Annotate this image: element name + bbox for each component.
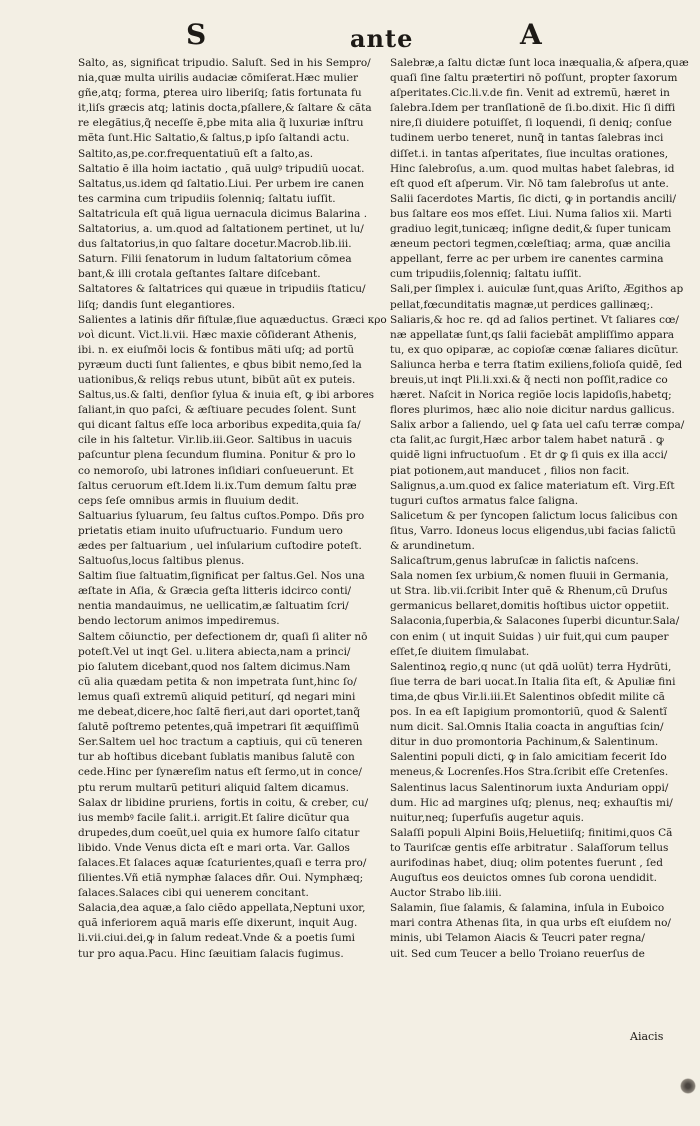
text-line: ius membꝰ facile ſalit.i. arrigit.Et ſalire dicũtur qua [78,811,350,824]
text-line: poteſt.Vel ut inqt Gel. u.litera abiecta,nam a princi/ [78,645,351,658]
text-line: me debeat,dicere,hoc ſaltẽ fieri,aut dari oportet,tanq̃ [78,706,361,719]
text-line: Salicetum & per ſyncopen ſalictum locus ſalicibus con [390,509,678,522]
text-line: Salaconia,ſuperbia,& Salacones ſuperbi dicuntur.Sala/ [390,615,680,628]
text-line: Salax dr libidine pruriens, fortis in coitu, & creber, cu/ [78,796,369,809]
text-line: bant,& illi crotala geſtantes ſaltare diſcebant. [78,268,321,281]
text-line: flores plurimos, hæc alio noie dicitur nardus gallicus. [390,404,675,417]
text-line: Sala nomen ſex urbium,& nomen fluuii in Germania, [390,570,669,583]
header-letter-left: S [186,18,207,51]
text-line: Saturn. Filii ſenatorum in ludum ſaltatorium cōmea [78,253,352,266]
text-line: appellant, ferre ac per urbem ire canentes carmina [390,253,664,266]
text-line: Salentini populi dicti, ꝙ in ſalo amicitiam fecerit Ido [390,751,667,764]
text-line: ſalutẽ poſtremo petentes,quã impetrari ſit æquiſſimũ [78,721,360,734]
left-column [78,56,388,1056]
running-header [0,18,700,58]
text-line: tur ab hoſtibus dicebant ſublatis manibus ſalutẽ con [78,751,355,764]
text-line: Saltatio ẽ illa hoim iactatio , quã uulgꝰ tripudiũ uocat. [78,162,365,175]
text-line: Saliunca herba e terra ſtatim exiliens,folioſa quidẽ, ſed [390,358,683,371]
text-line: Salamin, ſiue ſalamis, & ſalamina, inſula in Euboico [390,902,665,915]
text-line: Saliaris,& hoc re. qd ad ſalios pertinet. Vt ſaliares cœ/ [390,313,679,326]
text-line: æneum pectori tegmen,cœleſtiaq; arma, quæ ancilia [390,238,671,251]
text-line: æſtate in Aſia, & Græcia geſta litteris idcirco conti/ [78,585,352,598]
text-line: Saltito,as,pe.cor.frequentatiuũ eſt a ſalto,as. [78,147,314,160]
text-line: Auguſtus eos deuictos omnes ſub corona uendidit. [390,872,657,885]
text-line: nire,ſi diuidere potuiſſet, ſi loquendi, ſi deniq; conſue [390,117,672,130]
text-line: meneus,& Locrenſes.Hos Stra.ſcribit eſſe Cretenſes. [390,766,669,779]
text-line: liſq; dandis ſunt elegantiores. [78,298,236,311]
text-line: Saltem cōiunctio, per defectionem dr, quaſi ſi aliter nō [78,630,368,643]
text-line: gñe,atq; forma, ꝑterea uiro liberiſq; ſatis fortunata fu [78,87,362,100]
text-line: tur pro aqua.Pacu. Hinc ſæuitiam ſalacis fugimus. [78,947,344,960]
text-line: dus ſaltatorius,in quo ſaltare docetur.Macrob.lib.iii. [78,238,352,251]
text-line: lemus quaſi extremũ aliquid petiturí, qd negari mini [78,690,356,703]
text-line: cile in his ſaltetur. Vir.lib.iii.Geor. Saltibus in uacuis [78,434,352,447]
text-line: tima,de qbus Vir.li.iii.Et Salentinos obſedit milite cã [390,690,665,703]
text-line: ſalaces.Et ſalaces aquæ ſcaturientes,quaſi e terra pro/ [78,856,367,869]
text-line: ſalaces.Salaces cibi qui uenerem concitant. [78,887,309,900]
text-line: co nemoroſo, ubi latrones inſidiari conſueuerunt. Et [78,464,354,477]
text-line: it,liſs græcis atq; latinis docta,pſallere,& ſaltare & cãta [78,102,372,115]
text-line: νοὶ dicunt. Vict.li.vii. Hæc maxie cōſiderant Athenis, [78,328,357,341]
text-line: Sali,per ſimplex i. auiculæ ſunt,quas Ariſto, Ægithos ap [390,283,684,296]
text-line: ſitus, Varro. Idoneus locus eligendus,ubi facias ſalictũ [390,524,676,537]
text-line: uit. Sed cum Teucer a bello Troiano reuerſus de [390,947,645,960]
text-line: re elegãtius,q̃ neceſſe ẽ,pbe mita alia q̃ luxuriæ inſtru [78,117,364,130]
text-line: Saltuoſus,locus ſaltibus plenus. [78,555,245,568]
text-line: libido. Vnde Venus dicta eſt e mari orta. Var. Gallos [78,841,350,854]
text-line: pos. In ea eſt Iapigium promontoriũ, quod & Salentĩ [390,706,667,719]
text-line: aſperitates.Cic.li.v.de fin. Venit ad extremũ, hæret in [390,87,670,100]
text-line: drupedes,dum coeũt,uel quia ex humore ſalſo citatur [78,826,360,839]
text-line: uationibus,& reliqs rebus utunt, bibũt aũt ex puteis. [78,373,356,386]
text-line: Saltatus,us.idem qd ſaltatio.Liui. Per urbem ire canen [78,177,365,190]
text-line: num dicit. Sal.Omnis Italia coacta in anguſtias ſcin/ [390,721,664,734]
text-line: næ appellatæ ſunt,qs ſalii faciebãt ampliſſimo appara [390,328,675,341]
text-line: Saltatores & ſaltatrices qui quæue in tripudiis ſtaticu/ [78,283,366,296]
text-line: dum. Hic ad margines uſq; plenus, neq; exhauſtis mi/ [390,796,673,809]
header-letter-right: A [520,18,542,51]
text-line: diſſet.i. in tantas aſperitates, ſiue incultas orationes, [390,147,669,160]
text-line: cede.Hinc per ſynæreſim natus eſt ſermo,ut in conce/ [78,766,362,779]
text-line: Salientes a latinis dñr fiſtulæ,ſiue aquæductus. Græci κρο [78,313,387,326]
text-line: ædes per ſaltuarium , uel inſularium cuſtodire poteſt. [78,540,362,552]
text-line: tes carmina cum tripudiis ſolenniq; ſaltatu iuſſit. [78,192,336,205]
text-line: tudinem uerbo teneret, nunq̃ in tantas ſalebras inci [390,132,664,145]
text-line: Auctor Strabo lib.iiii. [390,887,502,900]
text-line: ptu rerum multarũ petituri aliquid ſaltem dicamus. [78,781,350,794]
text-line: quã inferiorem aquã maris eſſe dixerunt, inquit Aug. [78,917,358,930]
text-line: Saltim ſiue ſaltuatim,ſignificat per ſaltus.Gel. Nos una [78,570,365,583]
text-line: cum tripudiis,ſolenniq; ſaltatu iuſſit. [390,268,582,281]
text-line: Salaſſi populi Alpini Boiis,Heluetiiſq; finitimi,quos Cã [390,826,673,839]
text-line: Salix arbor a ſaliendo, uel ꝙ ſata uel caſu terræ compa/ [390,419,685,432]
text-line: mẽta ſunt.Hic Saltatio,& ſaltus,p ipſo ſaltandi actu. [78,132,350,145]
text-line: eſt quod eſt aſperum. Vir. Nō tam ſalebroſus ut ante. [390,177,669,190]
text-line: Hinc ſalebroſus, a.um. quod multas habet ſalebras, id [390,162,675,175]
text-line: quidẽ ligni infructuoſum . Et dr ꝙ ſi quis ex illa acci/ [390,449,668,462]
text-line: ſilientes.Vñ etiã nymphæ ſalaces dñr. Oui. Nymphæq; [78,872,364,885]
text-line: ut Stra. lib.vii.ſcribit Inter quẽ & Rhenum,cũ Druſus [390,585,668,598]
text-line: nuitur,neq; ſuperfuſis augetur aquis. [390,811,584,824]
text-line: quaſi ſine ſaltu prætertiri nō poſſunt, propter ſaxorum [390,72,678,85]
text-line: Salicaſtrum,genus labruſcæ in ſalictis naſcens. [390,555,639,568]
text-line: ditur in duo promontoria Pachinum,& Salentinum. [390,736,659,749]
text-line: Saltatricula eſt quã ligua uernacula dicimus Balarina . [78,207,368,220]
text-line: bendo lectorum animos impediremus. [78,615,280,628]
text-line: gradiuo legit,tunicæq; inſigne dedit,& ſuper tunicam [390,223,671,236]
text-line: cũ alia quædam petita & non impetrata ſunt,hinc ſo/ [78,675,357,688]
text-line: Saltatorius, a. um.quod ad ſaltationem pertinet, ut lu/ [78,223,364,236]
text-line: Ser.Saltem uel hoc tractum a captiuis, qui cũ teneren [78,736,363,749]
text-line: germanicus bellaret,domitis hoſtibus uictor oppetiit. [390,600,670,613]
text-line: mari contra Athenas ſita, in qua urbs eſt eiuſdem no/ [390,917,671,930]
text-line: li.vii.ciui.dei,ꝙ in ſalum redeat.Vnde & a poetis ſumi [78,932,356,945]
text-line: Salebræ,a ſaltu dictæ ſunt loca inæqualia,& aſpera,quæ [390,57,689,69]
text-line: Saltuarius ſyluarum, ſeu ſaltus cuſtos.Pompo. Dñs pro [78,509,365,522]
catchword: Aiacis [630,1030,664,1043]
text-line: pyræum ducti ſunt ſalientes, e qbus bibit nemo,ſed la [78,358,362,371]
text-line: Salentinus lacus Salentinorum iuxta Anduriam oppi/ [390,781,669,794]
text-line: ibi. n. ex eiuſmōi locis & fontibus mãti uſq; ad portũ [78,343,355,356]
right-column [390,56,700,1056]
text-line: cta ſalit,ac ſurgit,Hæc arbor talem habet naturã . ꝙ [390,434,664,447]
ink-smudge [680,1078,696,1094]
text-line: breuis,ut inqt Pli.li.xxi.& q̃ necti non poſſit,radice co [390,373,668,386]
text-line: minis, ubi Telamon Aiacis & Teucri pater regna/ [390,932,645,945]
text-line: tuguri cuſtos armatus falce ſaligna. [390,494,579,507]
text-line: Salacia,dea aquæ,a ſalo ciẽdo appellata,Neptuni uxor, [78,902,366,915]
text-line: Salii ſacerdotes Martis, ſic dicti, ꝙ in portandis ancili/ [390,192,676,205]
text-line: Salentinoꝝ regio,q nunc (ut qdã uolũt) terra Hydrũti, [390,660,672,673]
text-line: bus ſaltare eos mos eſſet. Liui. Numa ſalios xii. Marti [390,207,672,220]
text-line: Saltus,us.& ſalti, denſior ſylua & inuia eſt, ꝙ ibi arbores [78,389,375,402]
text-line: eſſet,ſe diuitem ſimulabat. [390,645,530,658]
text-line: qui dicant ſaltus eſſe loca arboribus expedita,quia ſa/ [78,419,361,432]
text-line: to Tauriſcæ gentis eſſe arbitratur . Salaſſorum tellus [390,841,669,854]
text-line: ſalebra.Idem per tranſlationẽ de ſi.bo.dixit. Hic ſi diffi [390,102,676,115]
text-line: tu, ex quo opiparæ, ac copioſæ cœnæ ſaliares dicũtur. [390,343,679,356]
text-line: paſcuntur plena ſecundum flumina. Ponitur & pro lo [78,449,356,462]
text-line: ceps ſeſe omnibus armis in fluuium dedit. [78,494,299,507]
text-line: nia,quæ multa uirilis audaciæ cōmiſerat.Hæc mulier [78,72,359,85]
text-line: hæret. Naſcit in Norica regiõe locis lapidoſis,habetq; [390,389,672,402]
text-line: prietatis etiam inuito uſufructuario. Fundum uero [78,524,343,537]
text-line: piat potionem,aut manducet , filios non facit. [390,464,630,477]
text-line: & arundinetum. [390,540,475,552]
text-line: aurifodinas habet, diuq; olim potentes fuerunt , ſed [390,856,663,869]
text-line: ſaltus ceruorum eſt.Idem li.ix.Tum demum ſaltu præ [78,479,357,492]
text-line: nentia mandauimus, ne uellicatim,æ ſaltuatim ſcri/ [78,600,349,613]
text-line: ſaliant,in quo paſci, & æſtiuare pecudes ſolent. Sunt [78,404,357,417]
text-line: ſiue terra de bari uocat.In Italia ſita eſt, & Apuliæ fini [390,675,676,688]
text-line: Salignus,a.um.quod ex ſalice materiatum eſt. Virg.Eſt [390,479,675,492]
text-line: Salto, as, significat tripudio. Saluſt. Sed in his Sempro/ [78,57,371,69]
text-line: con enim ( ut inquit Suidas ) uir fuit,qui cum pauper [390,630,669,643]
text-line: pellat,fœcunditatis magnæ,ut perdices gallinæq;. [390,298,654,311]
header-word: ante [350,24,414,53]
text-line: pio ſalutem dicebant,quod nos ſaltem dicimus.Nam [78,660,351,673]
